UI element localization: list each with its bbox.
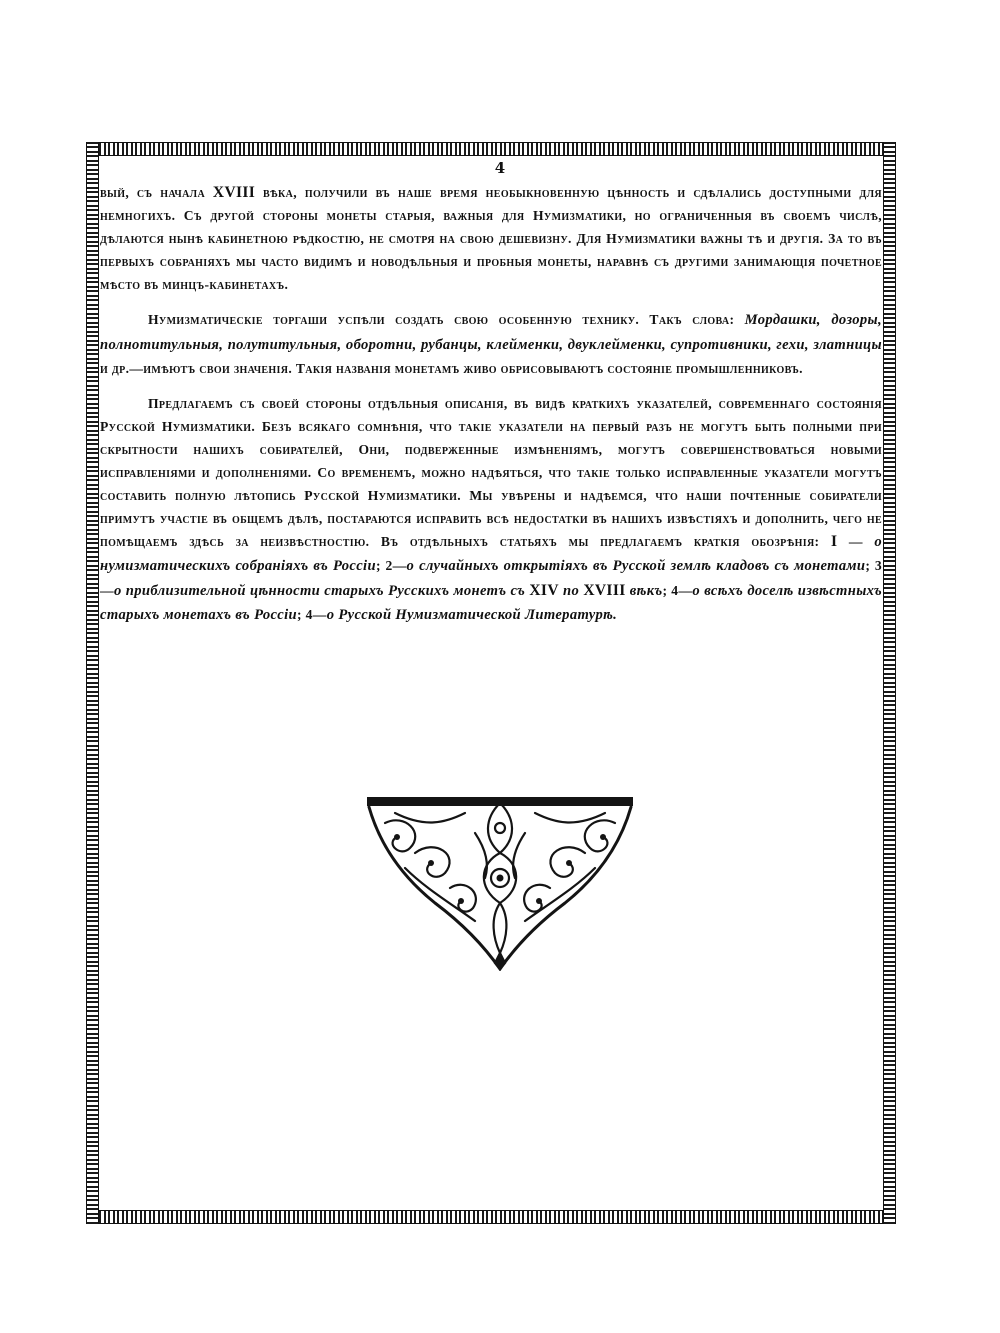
text-segment: и др.—имѣютъ свои значенія. Такія названія монетамъ живо обрисовываютъ состояніе промышленниковъ. — [100, 360, 803, 376]
text-segment: вѣка, получили въ наше время необыкновенную цѣнность и сдѣлались доступными для немногихъ. Съ другой стороны монеты старыя, важныя для Нумизматики, но ограниченныя въ своемъ числѣ, дѣлаются нынѣ кабинетною рѣдкостію, не смотря на свою дешевизну. Для Нумизматики важны тѣ и другія. За то въ первыхъ собраніяхъ мы часто видимъ и новодѣльныя и пробныя монеты, наравнѣ съ другими занимающія почетное мѣсто въ минцъ-кабинетахъ. — [100, 185, 882, 293]
text-segment: о приблизительной цѣнности старыхъ Русскихъ монетъ съ — [113, 582, 530, 599]
text-segment: ; 4— — [297, 606, 327, 622]
border-top — [86, 142, 896, 156]
paragraph-2 — [100, 308, 882, 379]
text-segment: Предлагаемъ съ своей стороны отдѣльныя описанія, въ видѣ краткихъ указателей, современнаго состоянія Русской Нумизматики. Безъ всякаго сомнѣнія, что такіе указатели на первый разъ не могутъ быть полными при скрытности нашихъ собирателей, Они, подверженные измѣненіямъ, могутъ совершенствоваться новыми исправленіями и дополненіями. Со временемъ, можно надѣяться, что такіе только исправленные указатели могутъ составить полную лѣтопись Русской Нумизматики. Мы увѣрены и надѣемся, что наши почтенные собиратели примутъ участіе въ общемъ дѣлѣ, постараются исправить всѣ недостатки въ нашихъ извѣстіяхъ и дополнить, чего не помѣщаемъ здѣсь за неизвѣстностію. Въ отдѣльныхъ статьяхъ мы предлагаемъ краткія обозрѣнія: — [100, 395, 882, 550]
text-segment: ; 4— — [662, 582, 693, 598]
text-segment: — — [837, 534, 875, 550]
text-segment: XIV — [529, 581, 559, 599]
body-text — [100, 181, 882, 639]
text-segment: о всѣхъ доселѣ извѣстныхъ старыхъ монетахъ въ Россіи — [100, 582, 882, 623]
text-segment: ; 2— — [375, 558, 407, 574]
text-segment: о случайныхъ открытіяхъ въ Русской землѣ кладовъ съ монетами — [406, 558, 866, 575]
page-number: 4 — [494, 159, 506, 177]
floral-tailpiece-ornament-icon — [365, 793, 635, 971]
text-segment: о Русской Нумизматической Литературѣ. — [326, 606, 618, 623]
text-segment: XVIII — [212, 184, 256, 201]
text-segment: ; 3— — [100, 558, 883, 598]
text-segment: XVIII — [583, 581, 626, 599]
border-bottom — [86, 1210, 896, 1224]
text-segment: вѣкъ — [625, 582, 663, 599]
paragraph-3 — [100, 392, 882, 627]
text-segment: по — [558, 582, 584, 599]
text-segment: вый, съ начала — [100, 185, 213, 200]
text-segment: Мордашки, дозоры, полнотитульныя, полутитульныя, оборотни, рубанцы, клейменки, двуклейменки, супротивники, гехи, златницы — [100, 312, 882, 353]
border-left — [86, 142, 99, 1224]
text-segment: Нумизматическіе торгаши успѣли создать свою особенную технику. Такъ слова: — [148, 312, 745, 328]
text-segment: о нумизматическихъ собраніяхъ въ Россіи — [100, 534, 882, 575]
text-segment: I — [830, 533, 838, 551]
border-right — [883, 142, 896, 1224]
paragraph-1 — [100, 181, 882, 296]
